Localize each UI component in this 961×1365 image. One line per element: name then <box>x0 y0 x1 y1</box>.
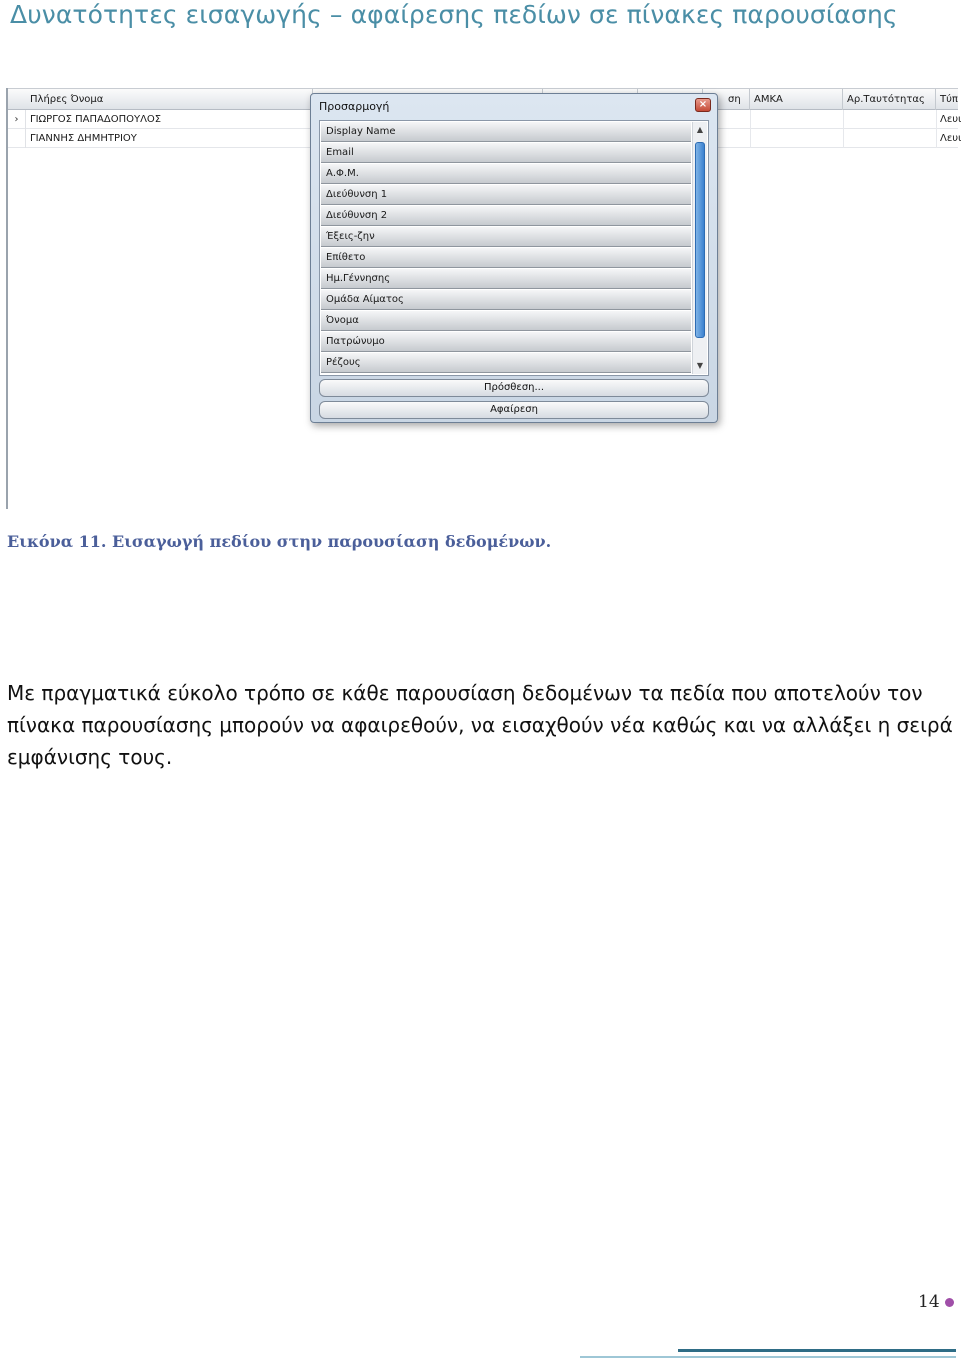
add-button[interactable]: Πρόσθεση... <box>319 379 709 397</box>
list-item-birth-date[interactable]: Ημ.Γέννησης <box>321 269 691 289</box>
list-item-surname[interactable]: Επίθετο <box>321 248 691 268</box>
column-header-partial[interactable]: ση <box>703 89 750 110</box>
list-item-patronymic[interactable]: Πατρώνυμο <box>321 332 691 352</box>
cell-type[interactable]: Λευι <box>940 114 961 125</box>
scroll-up-icon[interactable]: ▲ <box>696 125 704 134</box>
body-paragraph: Με πραγματικά εύκολο τρόπο σε κάθε παρουσίαση δεδομένων τα πεδία που αποτελούν τον πίνακα παρουσίασης μπορούν να αφαιρεθούν, να εισαχθούν νέα καθώς και να αλλάξει η σειρά εμφάνισης τους. <box>7 681 953 769</box>
cell-type[interactable]: Λευι <box>940 133 961 144</box>
scroll-thumb[interactable] <box>695 142 705 338</box>
column-header-type[interactable]: Τύπ <box>940 94 958 105</box>
figure-caption: Εικόνα 11. Εισαγωγή πεδίου στην παρουσίαση δεδομένων. <box>7 532 552 551</box>
list-item-address-1[interactable]: Διεύθυνση 1 <box>321 185 691 205</box>
list-item-address-2[interactable]: Διεύθυνση 2 <box>321 206 691 226</box>
close-icon[interactable]: × <box>695 98 711 112</box>
row-indicator <box>8 129 26 148</box>
cell-full-name[interactable]: ΓΙΩΡΓΟΣ ΠΑΠΑΔΟΠΟΥΛΟΣ <box>30 114 162 125</box>
list-item-habits[interactable]: Έξεις-ζην <box>321 227 691 247</box>
page-number: 14 <box>918 1292 940 1312</box>
remove-button[interactable]: Αφαίρεση <box>319 401 709 419</box>
cell-full-name[interactable]: ΓΙΑΝΝΗΣ ΔΗΜΗΤΡΙΟΥ <box>30 133 137 144</box>
list-item-blood-type[interactable]: Ομάδα Αίματος <box>321 290 691 310</box>
footer-divider-light <box>580 1356 956 1358</box>
column-header-full-name[interactable]: Πλήρες Όνομα <box>8 89 313 110</box>
column-header-id-number[interactable]: Αρ.Ταυτότητας <box>843 89 936 110</box>
screenshot-figure <box>6 88 961 509</box>
popup-title: Προσαρμογή <box>319 100 390 113</box>
page-dot-icon <box>945 1298 954 1307</box>
page-title: Δυνατότητες εισαγωγής – αφαίρεσης πεδίων σε πίνακες παρουσίασης <box>10 0 898 29</box>
list-item-email[interactable]: Email <box>321 143 691 163</box>
column-header-amka[interactable]: ΑΜΚΑ <box>750 89 843 110</box>
footer-divider <box>678 1349 956 1352</box>
list-item-afm[interactable]: Α.Φ.Μ. <box>321 164 691 184</box>
list-item-display-name[interactable]: Display Name <box>321 122 691 142</box>
field-list <box>319 120 709 376</box>
list-item-rhesus[interactable]: Ρέζους <box>321 353 691 373</box>
scroll-down-icon[interactable]: ▼ <box>696 361 704 370</box>
customization-popup <box>310 93 718 423</box>
row-indicator: › <box>8 110 26 129</box>
scrollbar[interactable] <box>692 122 707 374</box>
list-item-first-name[interactable]: Όνομα <box>321 311 691 331</box>
